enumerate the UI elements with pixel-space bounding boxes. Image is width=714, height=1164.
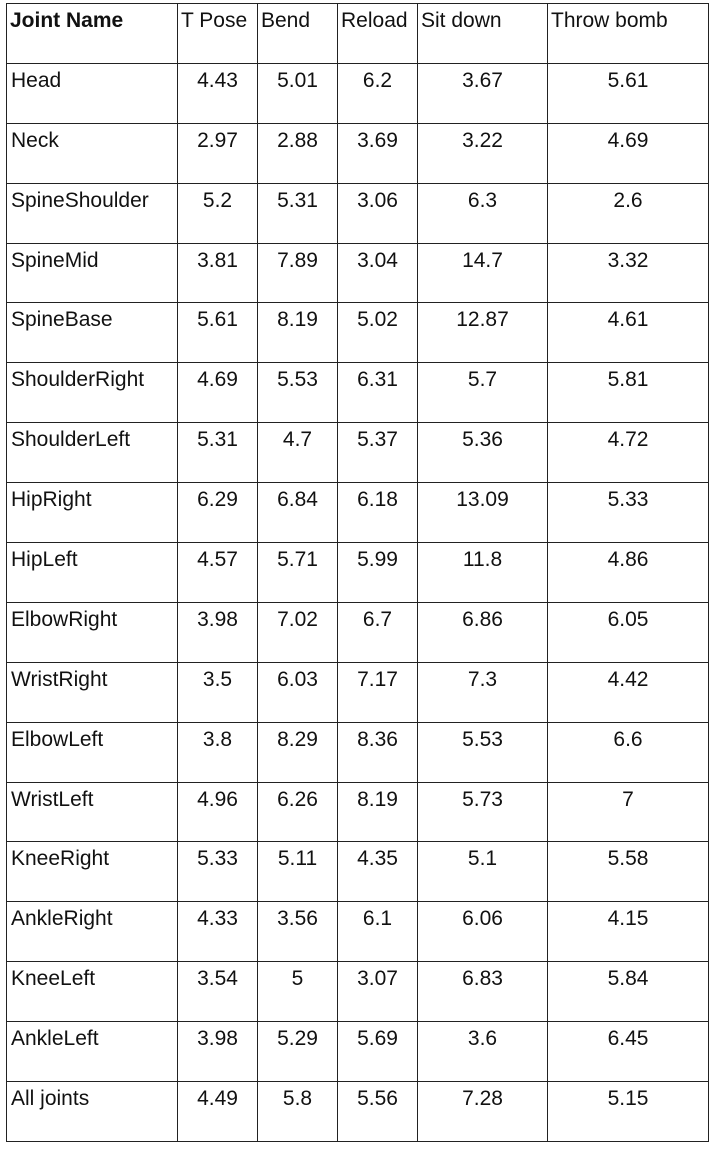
- cell-bend: 6.26: [258, 782, 338, 842]
- cell-throw-bomb: 4.61: [548, 303, 709, 363]
- table-row: [7, 1082, 709, 1142]
- cell-t-pose: 3.8: [178, 722, 258, 782]
- table-body: [7, 63, 709, 1141]
- cell-reload: 7.17: [338, 662, 418, 722]
- cell-t-pose: 6.29: [178, 483, 258, 543]
- cell-sit-down: 11.8: [418, 543, 548, 603]
- cell-joint-name: SpineShoulder: [7, 183, 178, 243]
- cell-throw-bomb: 5.84: [548, 962, 709, 1022]
- cell-joint-name: HipRight: [7, 483, 178, 543]
- cell-throw-bomb: 6.6: [548, 722, 709, 782]
- cell-sit-down: 5.7: [418, 363, 548, 423]
- cell-throw-bomb: 4.15: [548, 902, 709, 962]
- table-row: [7, 483, 709, 543]
- cell-reload: 8.36: [338, 722, 418, 782]
- table-row: [7, 243, 709, 303]
- cell-joint-name: SpineMid: [7, 243, 178, 303]
- cell-bend: 5: [258, 962, 338, 1022]
- cell-sit-down: 7.3: [418, 662, 548, 722]
- cell-t-pose: 5.31: [178, 423, 258, 483]
- cell-joint-name: SpineBase: [7, 303, 178, 363]
- table-row: [7, 63, 709, 123]
- cell-bend: 5.8: [258, 1082, 338, 1142]
- cell-throw-bomb: 5.15: [548, 1082, 709, 1142]
- cell-sit-down: 7.28: [418, 1082, 548, 1142]
- cell-joint-name: KneeLeft: [7, 962, 178, 1022]
- cell-bend: 6.03: [258, 662, 338, 722]
- cell-bend: 5.53: [258, 363, 338, 423]
- cell-throw-bomb: 5.33: [548, 483, 709, 543]
- cell-reload: 3.06: [338, 183, 418, 243]
- joint-error-table: [6, 3, 709, 1142]
- cell-t-pose: 3.54: [178, 962, 258, 1022]
- cell-sit-down: 6.3: [418, 183, 548, 243]
- table-row: [7, 123, 709, 183]
- column-header-t-pose: T Pose: [178, 4, 258, 64]
- cell-t-pose: 2.97: [178, 123, 258, 183]
- cell-throw-bomb: 3.32: [548, 243, 709, 303]
- header-row: [7, 4, 709, 64]
- cell-reload: 5.37: [338, 423, 418, 483]
- table-row: [7, 962, 709, 1022]
- table-row: [7, 722, 709, 782]
- cell-t-pose: 4.43: [178, 63, 258, 123]
- cell-joint-name: AnkleRight: [7, 902, 178, 962]
- cell-bend: 5.01: [258, 63, 338, 123]
- cell-sit-down: 5.1: [418, 842, 548, 902]
- cell-sit-down: 3.67: [418, 63, 548, 123]
- cell-joint-name: ElbowRight: [7, 602, 178, 662]
- column-header-bend: Bend: [258, 4, 338, 64]
- cell-sit-down: 5.53: [418, 722, 548, 782]
- cell-joint-name: AnkleLeft: [7, 1022, 178, 1082]
- cell-bend: 7.02: [258, 602, 338, 662]
- table-row: [7, 842, 709, 902]
- cell-throw-bomb: 6.45: [548, 1022, 709, 1082]
- cell-throw-bomb: 7: [548, 782, 709, 842]
- cell-t-pose: 5.33: [178, 842, 258, 902]
- column-header-sit-down: Sit down: [418, 4, 548, 64]
- cell-t-pose: 5.61: [178, 303, 258, 363]
- cell-joint-name: ShoulderLeft: [7, 423, 178, 483]
- table-row: [7, 602, 709, 662]
- cell-bend: 6.84: [258, 483, 338, 543]
- cell-joint-name: Neck: [7, 123, 178, 183]
- table-header: [7, 4, 709, 64]
- cell-bend: 2.88: [258, 123, 338, 183]
- cell-reload: 5.69: [338, 1022, 418, 1082]
- cell-joint-name: Head: [7, 63, 178, 123]
- cell-joint-name: WristLeft: [7, 782, 178, 842]
- cell-reload: 6.7: [338, 602, 418, 662]
- cell-sit-down: 5.73: [418, 782, 548, 842]
- cell-t-pose: 3.81: [178, 243, 258, 303]
- column-header-throw-bomb: Throw bomb: [548, 4, 709, 64]
- cell-reload: 6.18: [338, 483, 418, 543]
- cell-t-pose: 4.96: [178, 782, 258, 842]
- cell-sit-down: 5.36: [418, 423, 548, 483]
- cell-throw-bomb: 6.05: [548, 602, 709, 662]
- column-header-joint-name: Joint Name: [7, 4, 178, 64]
- cell-sit-down: 6.83: [418, 962, 548, 1022]
- cell-bend: 8.19: [258, 303, 338, 363]
- cell-joint-name: WristRight: [7, 662, 178, 722]
- cell-reload: 3.69: [338, 123, 418, 183]
- cell-t-pose: 3.5: [178, 662, 258, 722]
- cell-reload: 3.07: [338, 962, 418, 1022]
- cell-sit-down: 12.87: [418, 303, 548, 363]
- table-row: [7, 363, 709, 423]
- table-row: [7, 782, 709, 842]
- cell-joint-name: KneeRight: [7, 842, 178, 902]
- table-row: [7, 543, 709, 603]
- cell-throw-bomb: 5.58: [548, 842, 709, 902]
- cell-reload: 3.04: [338, 243, 418, 303]
- table-row: [7, 902, 709, 962]
- cell-reload: 5.99: [338, 543, 418, 603]
- cell-sit-down: 14.7: [418, 243, 548, 303]
- cell-reload: 6.31: [338, 363, 418, 423]
- cell-t-pose: 4.69: [178, 363, 258, 423]
- cell-throw-bomb: 4.72: [548, 423, 709, 483]
- cell-joint-name: HipLeft: [7, 543, 178, 603]
- cell-reload: 5.02: [338, 303, 418, 363]
- table-row: [7, 662, 709, 722]
- cell-sit-down: 6.86: [418, 602, 548, 662]
- cell-throw-bomb: 4.42: [548, 662, 709, 722]
- table-row: [7, 1022, 709, 1082]
- cell-bend: 5.11: [258, 842, 338, 902]
- cell-throw-bomb: 4.86: [548, 543, 709, 603]
- cell-t-pose: 5.2: [178, 183, 258, 243]
- cell-bend: 5.31: [258, 183, 338, 243]
- cell-sit-down: 3.6: [418, 1022, 548, 1082]
- cell-bend: 5.29: [258, 1022, 338, 1082]
- cell-sit-down: 3.22: [418, 123, 548, 183]
- cell-bend: 7.89: [258, 243, 338, 303]
- cell-throw-bomb: 5.61: [548, 63, 709, 123]
- cell-t-pose: 4.49: [178, 1082, 258, 1142]
- table-row: [7, 423, 709, 483]
- cell-joint-name: ShoulderRight: [7, 363, 178, 423]
- cell-t-pose: 4.57: [178, 543, 258, 603]
- cell-bend: 4.7: [258, 423, 338, 483]
- cell-t-pose: 4.33: [178, 902, 258, 962]
- cell-reload: 6.1: [338, 902, 418, 962]
- cell-t-pose: 3.98: [178, 1022, 258, 1082]
- cell-throw-bomb: 5.81: [548, 363, 709, 423]
- cell-reload: 6.2: [338, 63, 418, 123]
- cell-bend: 5.71: [258, 543, 338, 603]
- cell-sit-down: 13.09: [418, 483, 548, 543]
- cell-reload: 4.35: [338, 842, 418, 902]
- cell-throw-bomb: 2.6: [548, 183, 709, 243]
- cell-bend: 3.56: [258, 902, 338, 962]
- cell-reload: 5.56: [338, 1082, 418, 1142]
- cell-t-pose: 3.98: [178, 602, 258, 662]
- table-row: [7, 183, 709, 243]
- column-header-reload: Reload: [338, 4, 418, 64]
- table-row: [7, 303, 709, 363]
- cell-throw-bomb: 4.69: [548, 123, 709, 183]
- cell-joint-name: All joints: [7, 1082, 178, 1142]
- cell-reload: 8.19: [338, 782, 418, 842]
- cell-joint-name: ElbowLeft: [7, 722, 178, 782]
- cell-sit-down: 6.06: [418, 902, 548, 962]
- cell-bend: 8.29: [258, 722, 338, 782]
